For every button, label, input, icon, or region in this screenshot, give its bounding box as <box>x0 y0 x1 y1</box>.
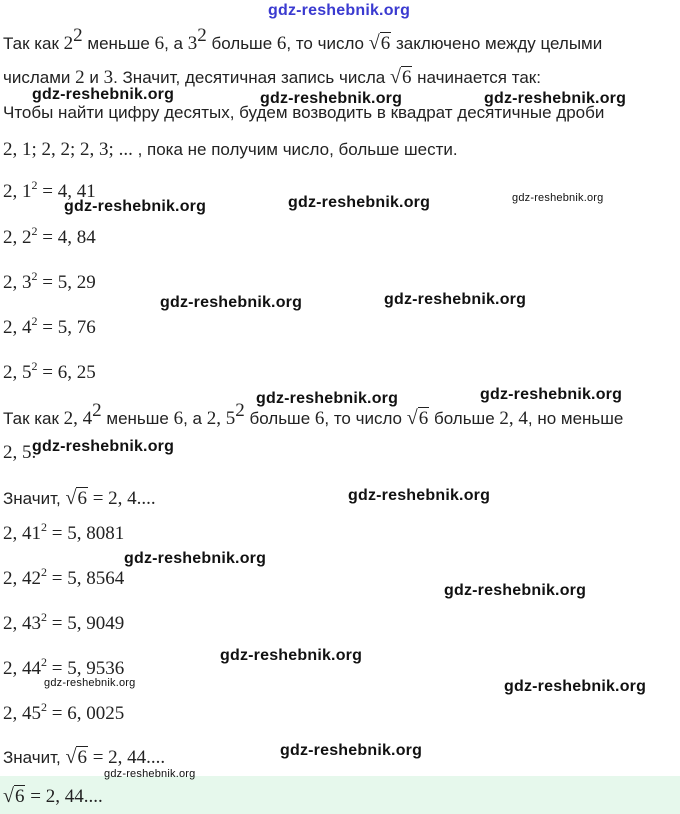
sqrt-six: √6 <box>65 746 87 768</box>
watermark: gdz-reshebnik.org <box>504 678 647 695</box>
watermark: gdz-reshebnik.org <box>280 742 423 759</box>
watermark: gdz-reshebnik.org <box>104 768 196 780</box>
sqrt-six: √6 <box>65 487 87 509</box>
sqrt-six: √6 <box>368 32 391 54</box>
middle-line-2: 2, 5. <box>3 442 37 463</box>
watermark: gdz-reshebnik.org <box>256 390 399 407</box>
watermark: gdz-reshebnik.org <box>44 677 136 689</box>
watermark: gdz-reshebnik.org <box>220 647 363 664</box>
square-row-tenths-4: 2, $4^2 = 5$, 76 <box>3 314 96 338</box>
answer-box <box>0 776 680 814</box>
square-row-tenths-3: 2, $3^2 = 5$, 29 <box>3 269 96 293</box>
square-row-hundredths-5: 2, $45^2 = 6$, 0025 <box>3 700 125 724</box>
sqrt-six: √6 <box>389 66 412 88</box>
watermark: gdz-reshebnik.org <box>484 90 627 107</box>
watermark: gdz-reshebnik.org <box>124 550 267 567</box>
square-row-hundredths-4: 2, $44^2 = 5$, 9536 <box>3 655 125 679</box>
square-row-hundredths-3: 2, $43^2 = 5$, 9049 <box>3 610 125 634</box>
watermark: gdz-reshebnik.org <box>268 2 411 19</box>
watermark: gdz-reshebnik.org <box>32 438 175 455</box>
middle-line-3: Значит, √6 = 2, 4.... <box>3 487 156 509</box>
watermark: gdz-reshebnik.org <box>512 192 604 204</box>
intro-line-3: Чтобы найти цифру десятых, будем возводить в квадрат десятичные дроби <box>3 103 605 122</box>
watermark: gdz-reshebnik.org <box>444 582 587 599</box>
watermark: gdz-reshebnik.org <box>288 194 431 211</box>
watermark: gdz-reshebnik.org <box>480 386 623 403</box>
sqrt-six: √6 <box>406 407 429 429</box>
answer-value: √6 = 2, 44.... <box>3 785 103 807</box>
watermark: gdz-reshebnik.org <box>260 90 403 107</box>
square-row-hundredths-2: 2, $42^2 = 5$, 8564 <box>3 565 125 589</box>
square-row-tenths-5: 2, $5^2 = 6$, 25 <box>3 359 96 383</box>
conclusion-line: Значит, √6 = 2, 44.... <box>3 746 166 768</box>
square-row-hundredths-1: 2, $41^2 = 5$, 8081 <box>3 520 125 544</box>
watermark: gdz-reshebnik.org <box>32 86 175 103</box>
watermark: gdz-reshebnik.org <box>348 487 491 504</box>
square-row-tenths-1: 2, $1^2 = 4$, 41 <box>3 178 96 202</box>
watermark: gdz-reshebnik.org <box>160 294 303 311</box>
intro-line-2: числами 2 и 3. Значит, десятичная запись числа √6 начинается так: <box>3 66 541 88</box>
middle-line-1: Так как 2, $4^2$ меньше 6, а 2, $5^2$ больше 6, то число √6 больше 2, 4, но меньше <box>3 400 624 429</box>
intro-line-1: Так как $2^2$ меньше 6, а $3^2$ больше 6, то число √6 заключено между целыми <box>3 25 603 54</box>
watermark: gdz-reshebnik.org <box>384 291 527 308</box>
square-row-tenths-2: 2, $2^2 = 4$, 84 <box>3 224 96 248</box>
intro-line-4: 2, 1; 2, 2; 2, 3; ... , пока не получим число, больше шести. <box>3 139 458 160</box>
sqrt-six: √6 <box>3 785 25 807</box>
watermark: gdz-reshebnik.org <box>64 198 207 215</box>
